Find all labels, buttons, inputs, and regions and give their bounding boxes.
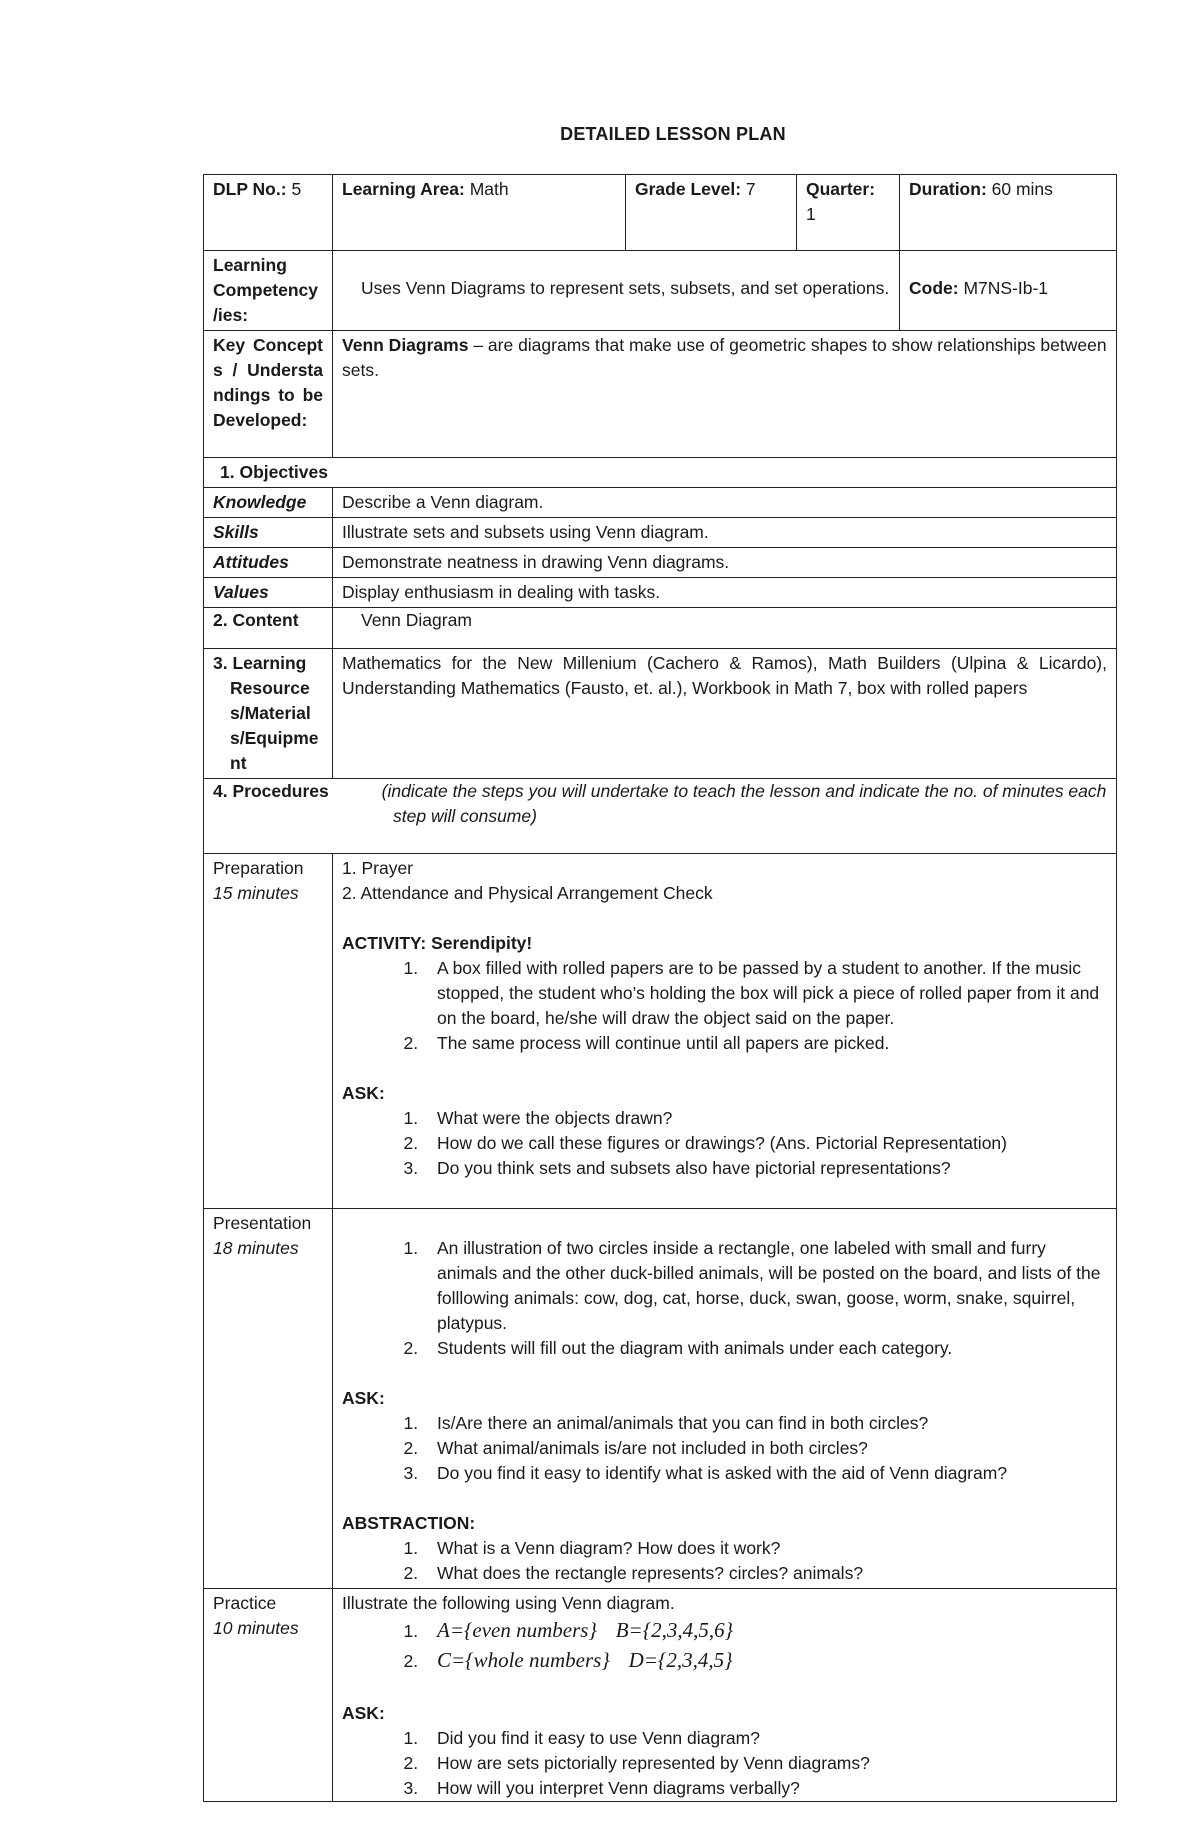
- ask-list: [342, 1106, 1107, 1181]
- presentation-row: [204, 1209, 1117, 1589]
- ask-title: ASK:: [342, 1083, 385, 1103]
- competency-label: Learning Competency /ies:: [204, 251, 333, 331]
- objective-row: [204, 518, 1117, 548]
- abstraction-list: [342, 1536, 1107, 1586]
- activity-list: [342, 956, 1107, 1056]
- objective-text: Describe a Venn diagram.: [333, 488, 1117, 518]
- objectives-heading-row: [204, 458, 1117, 488]
- list-item: 1. An illustration of two circles inside a rectangle, one labeled with small and furry animals and the other duck-billed animals, will be posted on the board, and lists of the folllowing animals: cow, dog, cat, horse, duck, swan, goose, worm, snake, squirrel, platypus.: [423, 1236, 1107, 1336]
- practice-intro: Illustrate the following using Venn diagram.: [342, 1593, 675, 1613]
- key-concepts-row: [204, 331, 1117, 458]
- code-cell: Code: M7NS-Ib-1: [900, 251, 1117, 331]
- practice-minutes: 10 minutes: [213, 1618, 299, 1638]
- procedures-row: [204, 779, 1117, 854]
- list-item: 2. Students will fill out the diagram with animals under each category.: [423, 1336, 1107, 1361]
- preparation-label: Preparation: [213, 858, 304, 878]
- objective-row: [204, 548, 1117, 578]
- objective-text: Demonstrate neatness in drawing Venn diagrams.: [333, 548, 1117, 578]
- duration-cell: Duration: 60 mins: [900, 175, 1117, 251]
- list-item: 3. How will you interpret Venn diagrams verbally?: [423, 1776, 1107, 1801]
- practice-row: [204, 1589, 1117, 1802]
- set-d: D={2,3,4,5}: [628, 1648, 733, 1672]
- page-title: DETAILED LESSON PLAN: [560, 124, 786, 144]
- presentation-label-cell: [204, 1209, 333, 1589]
- ask-title: ASK:: [342, 1703, 385, 1723]
- procedures-heading: [204, 779, 1117, 854]
- list-item: 3. Do you find it easy to identify what is asked with the aid of Venn diagram?: [423, 1461, 1107, 1486]
- ask-title: ASK:: [342, 1388, 385, 1408]
- key-concepts-text: Venn Diagrams – are diagrams that make use of geometric shapes to show relationships between sets.: [333, 331, 1117, 458]
- quarter-cell: Quarter: 1: [797, 175, 900, 251]
- objective-label: Knowledge: [204, 488, 333, 518]
- preparation-label-cell: [204, 854, 333, 1209]
- preparation-minutes: 15 minutes: [213, 883, 299, 903]
- set-c: C={whole numbers}: [437, 1648, 610, 1672]
- preparation-row: [204, 854, 1117, 1209]
- list-item: 3. Do you think sets and subsets also have pictorial representations?: [423, 1156, 1107, 1181]
- objective-label: Attitudes: [204, 548, 333, 578]
- list-item: 1. What is a Venn diagram? How does it work?: [423, 1536, 1107, 1561]
- content-text: Venn Diagram: [333, 608, 1117, 649]
- list-item: 2. What animal/animals is/are not included in both circles?: [423, 1436, 1107, 1461]
- attendance-line: 2. Attendance and Physical Arrangement Check: [342, 883, 713, 903]
- list-item: [423, 1646, 1107, 1676]
- practice-label-cell: [204, 1589, 333, 1802]
- grade-level-cell: Grade Level: 7: [626, 175, 797, 251]
- resources-label: 3. Learning Resources/Materials/Equipment: [204, 649, 333, 779]
- learning-area-cell: Learning Area: Math: [333, 175, 626, 251]
- list-item: 1. A box filled with rolled papers are to be passed by a student to another. If the music stopped, the student who’s holding the box will pick a piece of rolled paper from it and on the board, he/she will draw the object said on the paper.: [423, 956, 1107, 1031]
- resources-row: [204, 649, 1117, 779]
- ask-list: [342, 1726, 1107, 1801]
- prayer-line: 1. Prayer: [342, 858, 413, 878]
- practice-label: Practice: [213, 1593, 277, 1613]
- content-label: 2. Content: [204, 608, 333, 649]
- presentation-list: [342, 1236, 1107, 1361]
- presentation-minutes: 18 minutes: [213, 1238, 299, 1258]
- dlp-cell: DLP No.: 5: [204, 175, 333, 251]
- objective-text: Display enthusiasm in dealing with tasks.: [333, 578, 1117, 608]
- objective-label: Values: [204, 578, 333, 608]
- set-b: B={2,3,4,5,6}: [615, 1618, 734, 1642]
- procedures-label: 4. Procedures: [213, 781, 329, 801]
- key-concepts-label: Key Concepts / Understandings to be Developed:: [204, 331, 333, 458]
- objective-label: Skills: [204, 518, 333, 548]
- list-item: 1. What were the objects drawn?: [423, 1106, 1107, 1131]
- competency-row: [204, 251, 1117, 331]
- ask-list: [342, 1411, 1107, 1486]
- list-item: 1. Is/Are there an animal/animals that you can find in both circles?: [423, 1411, 1107, 1436]
- objective-row: [204, 578, 1117, 608]
- list-item: 2. What does the rectangle represents? circles? animals?: [423, 1561, 1107, 1586]
- list-item: 1. Did you find it easy to use Venn diagram?: [423, 1726, 1107, 1751]
- resources-text: Mathematics for the New Millenium (Cachero & Ramos), Math Builders (Ulpina & Licardo), Understanding Mathematics (Fausto, et. al.), Workbook in Math 7, box with rolled papers: [333, 649, 1117, 779]
- set-a: A={even numbers}: [437, 1618, 597, 1642]
- practice-body: [333, 1589, 1117, 1802]
- presentation-label: Presentation: [213, 1213, 312, 1233]
- objective-row: [204, 488, 1117, 518]
- abstraction-title: ABSTRACTION:: [342, 1513, 476, 1533]
- list-item: 2. How are sets pictorially represented by Venn diagrams?: [423, 1751, 1107, 1776]
- content-row: [204, 608, 1117, 649]
- lesson-plan-table: [203, 174, 1117, 1802]
- activity-title: ACTIVITY: Serendipity!: [342, 933, 533, 953]
- competency-text: Uses Venn Diagrams to represent sets, subsets, and set operations.: [333, 251, 900, 331]
- objectives-heading: 1. Objectives: [204, 458, 1117, 488]
- list-item: 2. How do we call these figures or drawings? (Ans. Pictorial Representation): [423, 1131, 1107, 1156]
- practice-list: [342, 1616, 1107, 1676]
- procedures-note-2: step will consume): [393, 806, 537, 826]
- procedures-note: (indicate the steps you will undertake to teach the lesson and indicate the no. of minutes each: [381, 781, 1107, 801]
- header-row: [204, 175, 1117, 251]
- presentation-body: [333, 1209, 1117, 1589]
- preparation-body: [333, 854, 1117, 1209]
- list-item: [423, 1616, 1107, 1646]
- list-item: 2. The same process will continue until all papers are picked.: [423, 1031, 1107, 1056]
- objective-text: Illustrate sets and subsets using Venn diagram.: [333, 518, 1117, 548]
